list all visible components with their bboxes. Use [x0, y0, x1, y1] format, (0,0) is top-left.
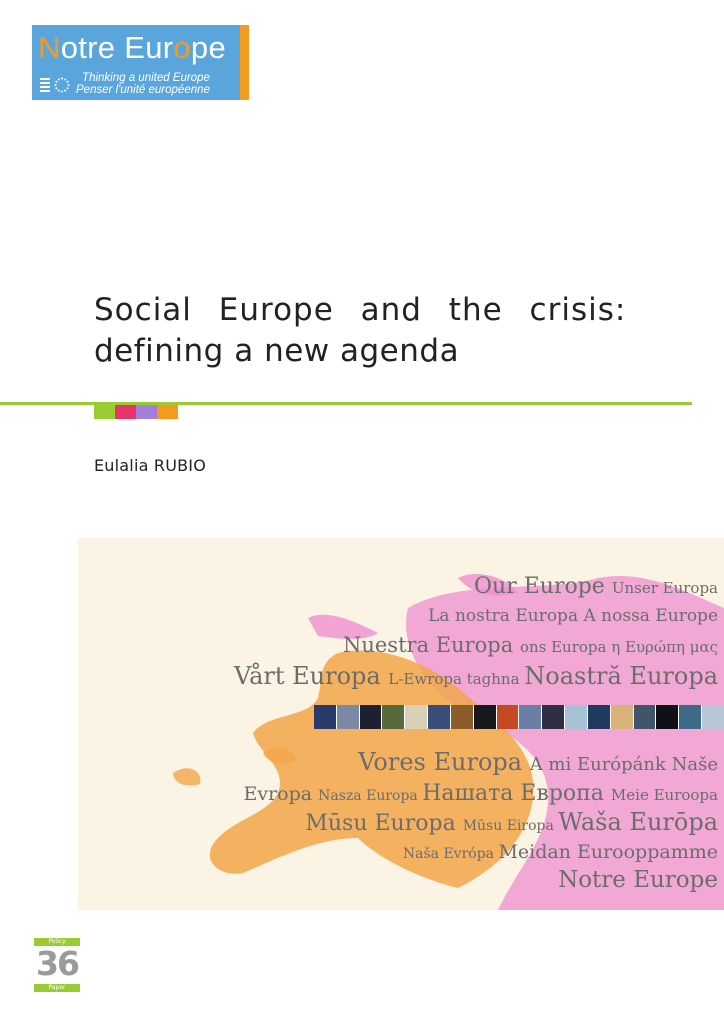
cover-phrase: Waša Eurōpa — [558, 808, 718, 836]
badge-bottom-label: Paper — [34, 984, 80, 992]
accent-color-chips — [94, 405, 178, 419]
cover-phrase: Нашата Европа — [422, 781, 611, 806]
cover-phrase: L-Ewropa taghna — [388, 670, 525, 688]
cover-phrase-line — [243, 781, 718, 806]
photo-thumbnail — [474, 705, 496, 729]
photo-thumbnail — [405, 705, 427, 729]
cover-phrase-line — [474, 574, 718, 599]
cover-phrase-line — [358, 748, 718, 776]
photo-thumbnail — [360, 705, 382, 729]
photo-thumbnail — [634, 705, 656, 729]
cover-phrase: Mūsu Eiropa — [462, 818, 559, 834]
cover-phrase: Nuestra Europa — [342, 633, 520, 657]
document-title — [94, 290, 627, 372]
cover-phrase: Mūsu Europa — [305, 811, 463, 836]
cover-illustration — [78, 538, 724, 910]
cover-phrase: Vårt Europa — [233, 662, 389, 690]
badge-top-label: Policy — [34, 938, 80, 946]
photo-thumbnail — [519, 705, 541, 729]
photo-thumbnail — [337, 705, 359, 729]
cover-phrase: Meidan Eurooppamme — [498, 841, 718, 863]
photo-thumbnail — [314, 705, 336, 729]
logo-tagline — [76, 72, 210, 96]
photo-thumbnail — [497, 705, 519, 729]
cover-phrase: Noastră Europa — [524, 662, 718, 690]
tagline-english: Thinking a united Europe — [82, 72, 210, 84]
photo-strip — [314, 705, 724, 729]
photo-thumbnail — [451, 705, 473, 729]
eu-stars-icon — [54, 77, 70, 93]
cover-phrase-line — [343, 633, 718, 657]
policy-paper-number: 36 — [36, 944, 78, 983]
cover-phrase: A nossa Europe — [583, 606, 718, 626]
cover-phrase: η Ευρώπη μας — [611, 638, 718, 656]
cover-phrase: Vores Europa — [358, 748, 530, 776]
accent-chip — [136, 405, 157, 419]
accent-chip — [115, 405, 136, 419]
author-name: Eulalia RUBIO — [94, 456, 206, 475]
cover-phrase: Naše — [671, 754, 718, 775]
cover-phrase: Naša Evrópa — [402, 846, 499, 862]
cover-phrase: La nostra Europa — [428, 606, 584, 626]
cover-phrase-line — [558, 867, 718, 893]
logo-accent-stripe — [240, 25, 249, 100]
cover-phrase-line — [234, 662, 718, 690]
photo-thumbnail — [565, 705, 587, 729]
cover-phrase: ons Europa — [519, 638, 612, 656]
notre-europe-logo — [32, 25, 249, 100]
accent-chip — [94, 405, 115, 419]
photo-thumbnail — [656, 705, 678, 729]
cover-phrase: Unser Europa — [611, 579, 718, 597]
cover-phrase-line — [428, 606, 718, 626]
cover-phrase: Meie Euroopa — [610, 786, 718, 804]
photo-thumbnail — [428, 705, 450, 729]
cover-phrase-line — [305, 808, 718, 836]
photo-thumbnail — [702, 705, 724, 729]
title-line-1: Social Europe and the crisis: — [94, 292, 627, 328]
cover-phrase-line — [403, 841, 718, 863]
photo-thumbnail — [588, 705, 610, 729]
cover-phrase: Notre Europe — [558, 867, 718, 893]
cover-phrase: Nasza Europa — [318, 788, 423, 804]
logo-wordmark: Notre Europe — [38, 30, 226, 65]
photo-thumbnail — [382, 705, 404, 729]
policy-paper-badge — [34, 938, 80, 992]
photo-thumbnail — [542, 705, 564, 729]
cover-phrase: A mi Európánk — [529, 754, 672, 775]
cover-phrase: Our Europe — [474, 574, 612, 599]
document-icon — [40, 78, 50, 92]
title-line-2: defining a new agenda — [94, 333, 460, 369]
photo-thumbnail — [611, 705, 633, 729]
photo-thumbnail — [679, 705, 701, 729]
tagline-french: Penser l'unité européenne — [76, 84, 210, 96]
cover-phrase: Evropa — [243, 783, 319, 805]
accent-chip — [157, 405, 178, 419]
